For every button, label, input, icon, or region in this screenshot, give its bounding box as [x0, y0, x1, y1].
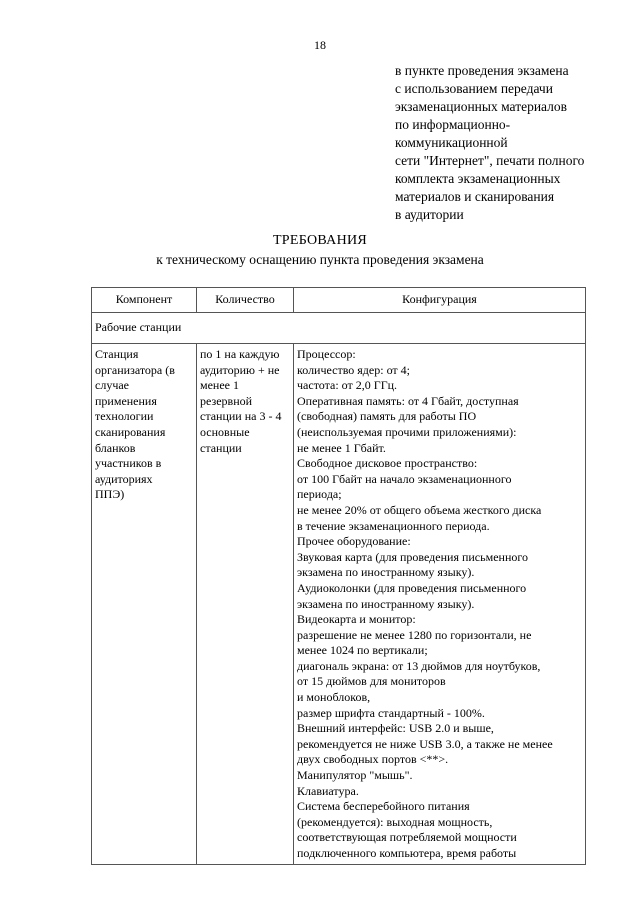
- configuration-line: частота: от 2,0 ГГц.: [297, 378, 398, 393]
- configuration-line: и моноблоков,: [297, 690, 371, 705]
- configuration-line: Звуковая карта (для проведения письменного: [297, 549, 528, 564]
- attachment-note-line: сети "Интернет", печати полного: [395, 153, 585, 168]
- configuration-line: экзамена по иностранному языку).: [297, 565, 475, 580]
- component-line: участников в: [95, 456, 162, 471]
- attachment-note: [395, 62, 635, 224]
- quantity-line: резервной: [200, 393, 253, 408]
- configuration-line: менее 1024 по вертикали;: [297, 643, 428, 658]
- configuration-line: подключенного компьютера, время работы: [297, 846, 517, 860]
- configuration-line: Клавиатура.: [297, 783, 359, 798]
- component-line: сканирования: [95, 424, 166, 439]
- table-row: [92, 344, 586, 865]
- configuration-line: не менее 1 Гбайт.: [297, 440, 386, 455]
- component-line: технологии: [95, 409, 154, 424]
- quantity-line: основные: [200, 424, 250, 439]
- attachment-note-line: материалов и сканирования: [395, 189, 555, 204]
- configuration-line: двух свободных портов <**>.: [297, 752, 449, 767]
- configuration-line: диагональ экрана: от 13 дюймов для ноутбуков,: [297, 658, 541, 673]
- attachment-note-line: с использованием передачи: [395, 81, 553, 96]
- configuration-line: экзамена по иностранному языку).: [297, 596, 475, 611]
- configuration-line: от 100 Гбайт на начало экзаменационного: [297, 471, 512, 486]
- requirements-table: [91, 287, 586, 865]
- configuration-line: количество ядер: от 4;: [297, 362, 410, 377]
- configuration-line: не менее 20% от общего объема жесткого диска: [297, 502, 542, 517]
- quantity-line: станции на 3 - 4: [200, 409, 282, 424]
- configuration-line: Манипулятор "мышь".: [297, 768, 413, 783]
- quantity-line: по 1 на каждую: [200, 347, 280, 361]
- component-line: Станция: [95, 347, 139, 361]
- attachment-note-line: комплекта экзаменационных: [395, 171, 561, 186]
- component-line: случае: [95, 378, 130, 393]
- configuration-line: Оперативная память: от 4 Гбайт, доступная: [297, 393, 519, 408]
- configuration-line: разрешение не менее 1280 по горизонтали, не: [297, 627, 532, 642]
- component-line: применения: [95, 393, 157, 408]
- cell-quantity: [197, 344, 294, 865]
- quantity-line: менее 1: [200, 378, 239, 393]
- configuration-line: соответствующая потребляемой мощности: [297, 830, 517, 845]
- configuration-line: Свободное дисковое пространство:: [297, 456, 478, 471]
- component-line: бланков: [95, 440, 136, 455]
- configuration-line: Аудиоколонки (для проведения письменного: [297, 580, 527, 595]
- document-title: ТРЕБОВАНИЯ: [272, 233, 368, 248]
- table-section-row: [92, 313, 586, 344]
- configuration-line: (рекомендуется): выходная мощность,: [297, 814, 493, 829]
- component-line: ППЭ): [95, 487, 125, 502]
- configuration-line: в течение экзаменационного периода.: [297, 518, 490, 533]
- configuration-line: от 15 дюймов для мониторов: [297, 674, 446, 689]
- configuration-line: периода;: [297, 487, 342, 502]
- component-line: организатора (в: [95, 362, 175, 377]
- section-workstations: Рабочие станции: [92, 313, 586, 344]
- table-header-row: [92, 288, 586, 313]
- header-component: Компонент: [92, 288, 197, 313]
- configuration-line: Видеокарта и монитор:: [297, 612, 416, 627]
- attachment-note-line: по информационно-: [395, 117, 511, 132]
- header-configuration: Конфигурация: [294, 288, 586, 313]
- attachment-note-line: в пункте проведения экзамена: [395, 63, 569, 78]
- configuration-line: (свободная) память для работы ПО: [297, 409, 477, 424]
- configuration-line: Внешний интерфейс: USB 2.0 и выше,: [297, 721, 494, 736]
- configuration-line: (неиспользуемая прочими приложениями):: [297, 424, 517, 439]
- cell-component: [92, 344, 197, 865]
- quantity-line: аудиторию + не: [200, 362, 280, 377]
- attachment-note-line: коммуникационной: [395, 135, 508, 150]
- configuration-line: размер шрифта стандартный - 100%.: [297, 705, 485, 720]
- attachment-note-line: в аудитории: [395, 207, 464, 222]
- document-subtitle: к техническому оснащению пункта проведения экзамена: [156, 252, 484, 267]
- configuration-line: Прочее оборудование:: [297, 534, 411, 549]
- configuration-line: Процессор:: [297, 347, 356, 361]
- quantity-line: станции: [200, 440, 242, 455]
- header-quantity: Количество: [197, 288, 294, 313]
- attachment-note-line: экзаменационных материалов: [395, 99, 568, 114]
- page-number: 18: [314, 38, 326, 52]
- configuration-line: Система бесперебойного питания: [297, 799, 470, 814]
- configuration-line: рекомендуется не ниже USB 3.0, а также не менее: [297, 736, 553, 751]
- cell-configuration: [294, 344, 586, 865]
- component-line: аудиториях: [95, 471, 153, 486]
